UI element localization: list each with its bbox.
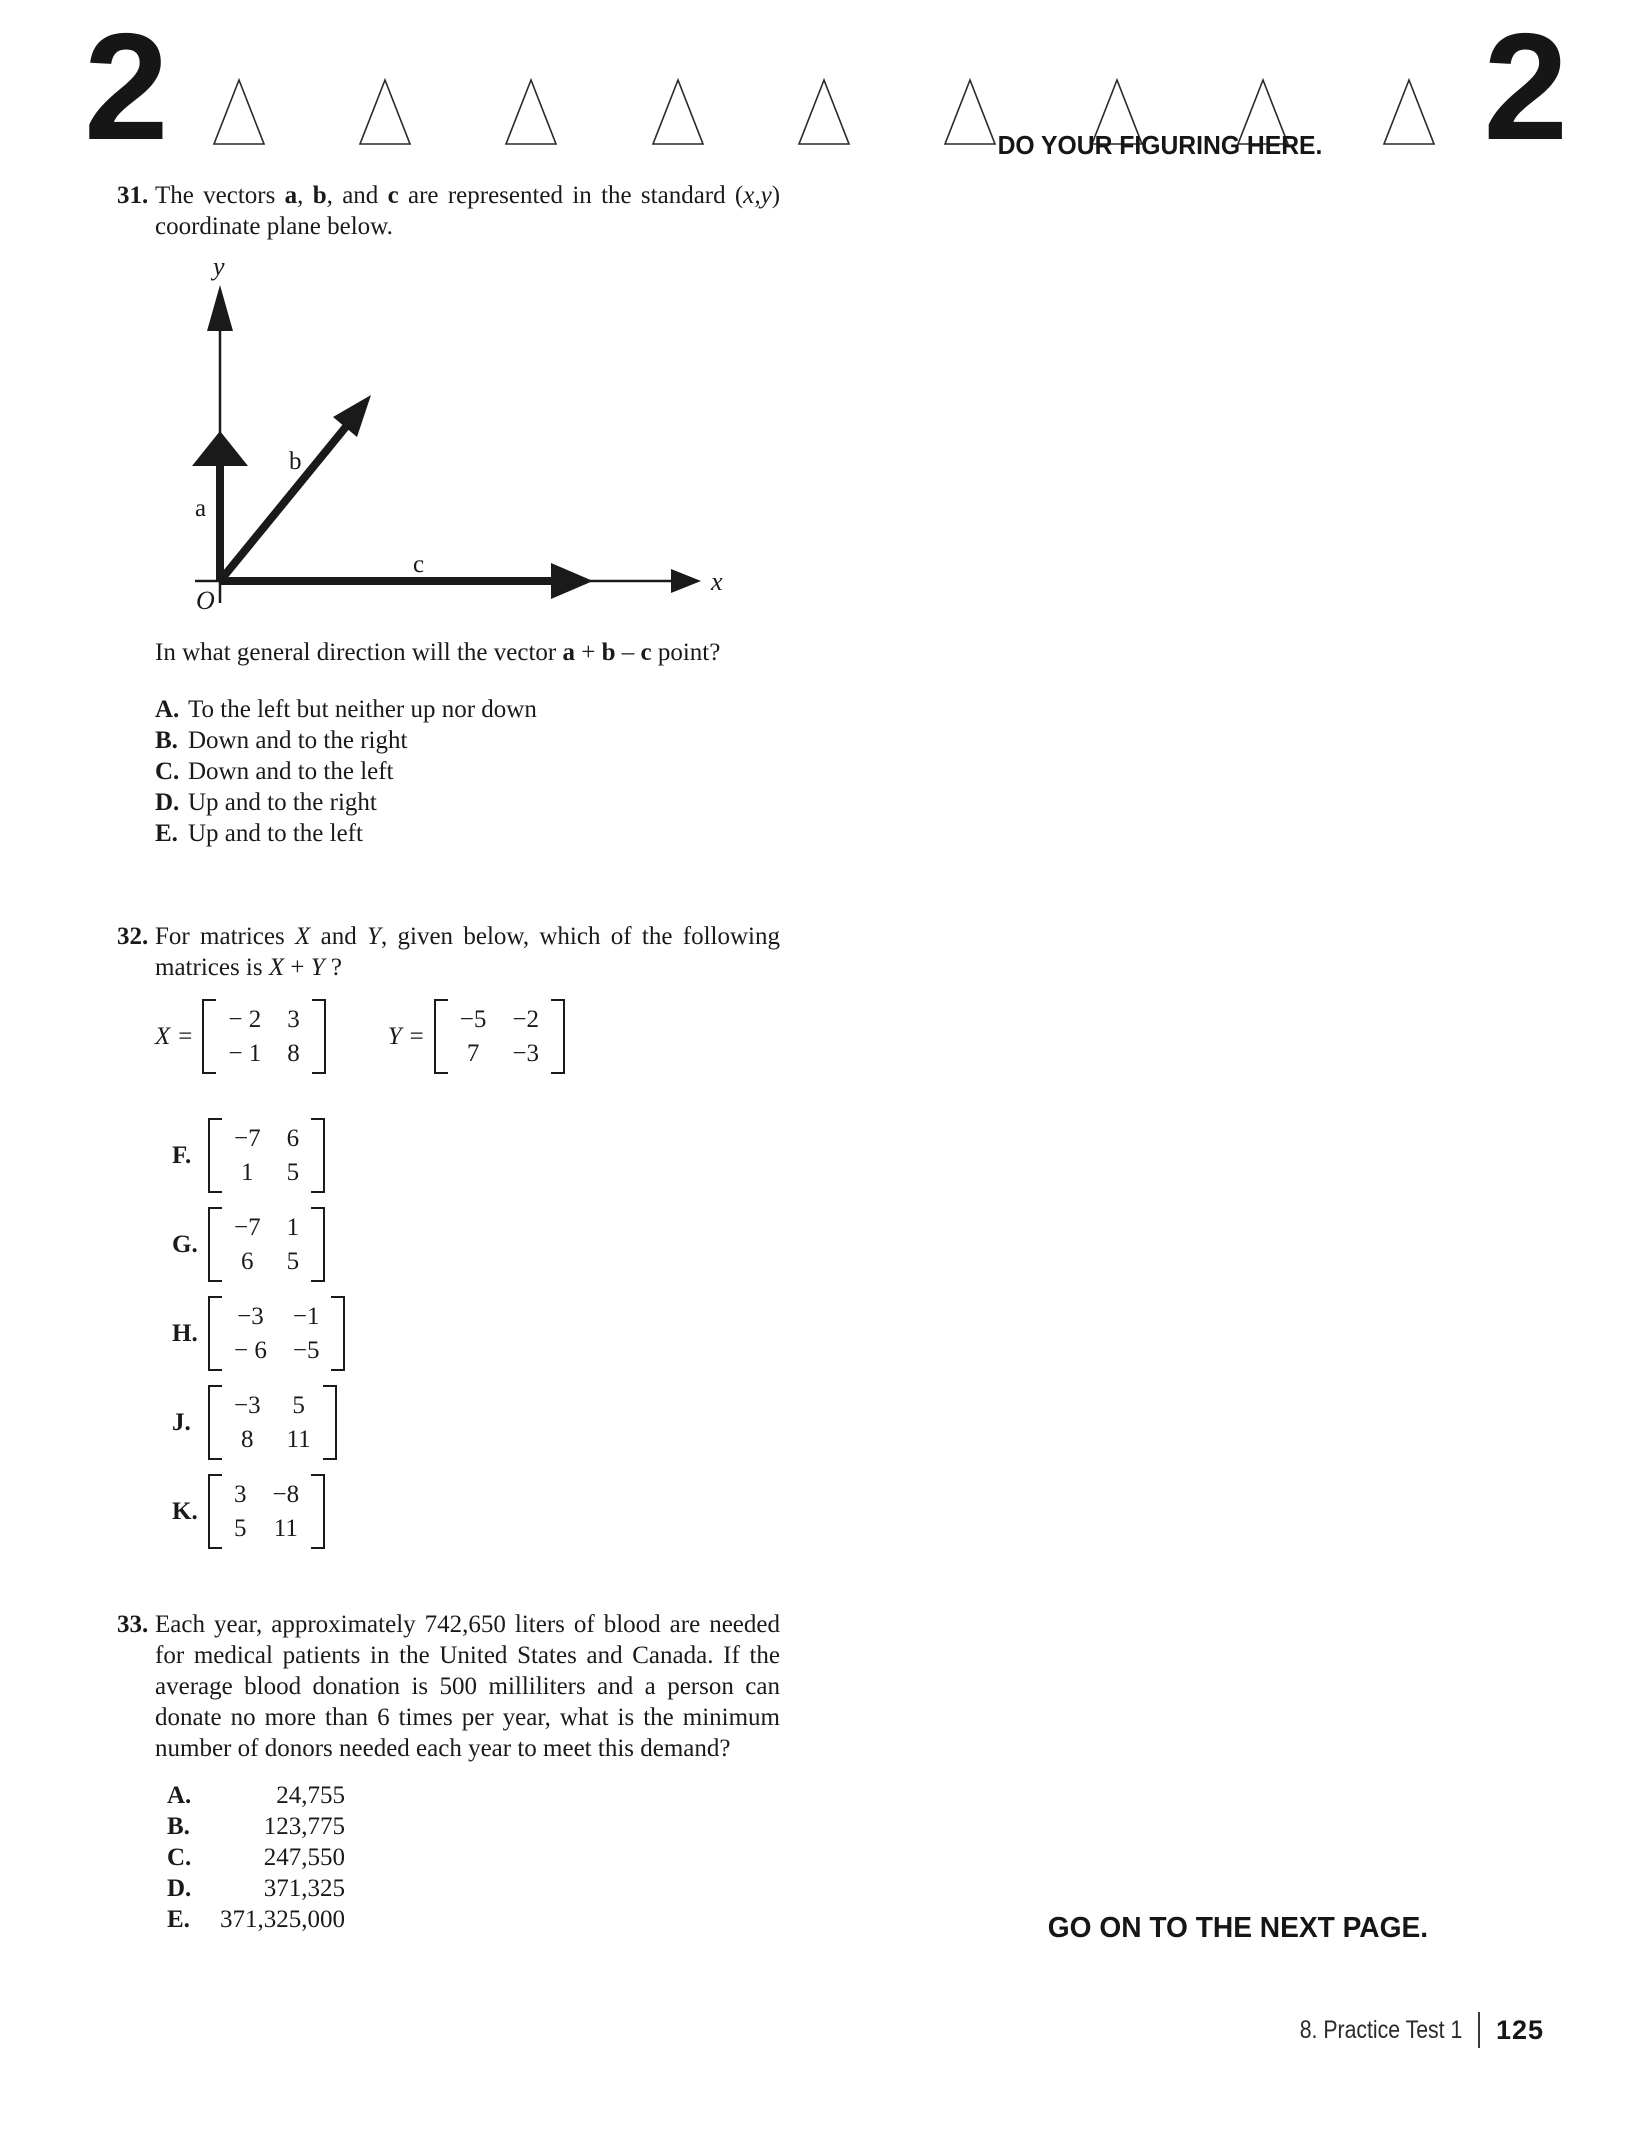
triangle-decoration-icon	[796, 78, 852, 146]
text-segment: –	[615, 639, 641, 666]
matrix-cell: 8	[241, 1426, 254, 1453]
matrix-cell: −7	[234, 1214, 261, 1241]
matrix-cell: 1	[286, 1214, 300, 1241]
vector-b-ref: b	[312, 182, 327, 209]
triangle-decoration-icon	[503, 78, 559, 146]
matrix-cell: −3	[512, 1040, 539, 1067]
answer-option	[155, 756, 780, 787]
matrix-x-ref: X	[295, 923, 311, 950]
vector-a-ref: a	[284, 182, 298, 209]
answer-option	[155, 1118, 780, 1193]
answer-option	[155, 1842, 780, 1873]
option-letter: F.	[172, 1142, 192, 1169]
matrix-left-bracket	[208, 1118, 222, 1193]
matrix-grid	[448, 999, 551, 1074]
matrix-cell: − 1	[228, 1040, 262, 1067]
answer-option	[155, 1296, 780, 1371]
matrix-grid	[222, 1474, 311, 1549]
book-section-label: 8. Practice Test 1	[1299, 2015, 1462, 2044]
question-31-intro	[155, 180, 780, 242]
matrix-cell: −1	[292, 1303, 320, 1330]
matrix-left-bracket	[208, 1296, 222, 1371]
question-33	[117, 1609, 780, 1935]
figuring-heading: DO YOUR FIGURING HERE.	[997, 130, 1323, 160]
matrix-left-bracket	[202, 999, 216, 1074]
matrix-right-bracket	[311, 1118, 325, 1193]
matrix-grid	[222, 1385, 323, 1460]
option-text: To the left but neither up nor down	[188, 696, 537, 723]
matrix-cell: 5	[234, 1515, 247, 1542]
matrix-cell: 8	[287, 1040, 300, 1067]
option-letter: H.	[172, 1320, 198, 1347]
matrix-cell: 3	[287, 1006, 300, 1033]
matrix-x-ref: X	[268, 954, 285, 981]
matrix-cell: −5	[292, 1337, 320, 1364]
option-matrix	[208, 1385, 337, 1460]
matrix-cell: 3	[234, 1481, 247, 1508]
vector-c-label: c	[413, 551, 425, 578]
matrix-definitions	[155, 999, 780, 1074]
matrix-y-label: Y	[387, 1023, 402, 1050]
option-letter: B.	[167, 1813, 190, 1840]
option-matrix	[208, 1296, 345, 1371]
option-letter: C.	[155, 758, 180, 785]
equals-sign: =	[409, 1023, 424, 1050]
matrix-left-bracket	[434, 999, 448, 1074]
question-number: 31.	[117, 182, 149, 209]
option-value: 247,550	[263, 1844, 345, 1871]
y-axis-arrowhead-icon	[207, 285, 233, 331]
matrix-left-bracket	[208, 1207, 222, 1282]
triangle-decoration-icon	[357, 78, 413, 146]
matrix-grid	[222, 1118, 311, 1193]
matrix-right-bracket	[331, 1296, 345, 1371]
option-text: Up and to the left	[188, 820, 363, 847]
question-32	[117, 921, 780, 1549]
matrix-cell: −3	[237, 1303, 264, 1330]
question-32-intro	[155, 921, 780, 983]
matrix-right-bracket	[551, 999, 565, 1074]
text-segment: , given below, which of the following matrices is	[155, 923, 780, 981]
vector-c-arrowhead-icon	[551, 563, 593, 599]
y-axis-label: y	[213, 252, 225, 281]
footer-divider	[1478, 2012, 1480, 2048]
option-matrix	[208, 1118, 325, 1193]
triangle-decoration-icon	[211, 78, 267, 146]
option-value: 24,755	[276, 1782, 345, 1809]
matrix-cell: −5	[459, 1006, 487, 1033]
matrix-cell: −2	[512, 1006, 539, 1033]
option-letter: A.	[167, 1782, 192, 1809]
matrix-cell: − 6	[234, 1337, 267, 1364]
text-segment: +	[574, 639, 602, 666]
question-column	[117, 180, 780, 1935]
text-segment: For matrices	[155, 923, 296, 950]
option-matrix	[208, 1474, 325, 1549]
matrix-cell: 5	[286, 1248, 300, 1275]
matrix-cell: 5	[292, 1392, 305, 1419]
matrix-cell: 6	[286, 1125, 300, 1152]
question-body	[155, 921, 780, 1549]
question-number: 32.	[117, 923, 149, 950]
vector-a-label: a	[195, 495, 207, 522]
origin-label: O	[196, 586, 215, 615]
vector-a-arrowhead-icon	[192, 431, 248, 466]
matrix-y	[434, 999, 565, 1074]
text-segment: are represented in the standard (	[398, 182, 744, 209]
matrix-grid	[222, 1296, 331, 1371]
section-number-right: 2	[1483, 2, 1564, 172]
vector-b	[220, 423, 349, 581]
matrix-cell: −3	[234, 1392, 261, 1419]
matrix-cell: − 2	[228, 1006, 262, 1033]
vector-c-ref: c	[640, 639, 652, 666]
vector-b-label: b	[289, 448, 302, 475]
option-letter: E.	[167, 1906, 190, 1933]
text-segment: In what general direction will the vector	[155, 639, 563, 666]
matrix-right-bracket	[312, 999, 326, 1074]
matrix-grid	[222, 1207, 311, 1282]
vector-b-ref: b	[601, 639, 616, 666]
section-number-left: 2	[84, 2, 165, 172]
xy-ref: x,y	[743, 182, 772, 209]
matrix-x-definition	[155, 999, 326, 1074]
answer-option	[155, 787, 780, 818]
option-letter: E.	[155, 820, 178, 847]
matrix-left-bracket	[208, 1474, 222, 1549]
option-letter: B.	[155, 727, 178, 754]
matrix-left-bracket	[208, 1385, 222, 1460]
answer-options-31	[155, 694, 780, 849]
option-letter: J.	[172, 1409, 191, 1436]
matrix-y-definition	[388, 999, 565, 1074]
answer-option	[155, 694, 780, 725]
answer-option	[155, 1385, 780, 1460]
text-segment: ?	[324, 954, 343, 981]
question-31-stem	[155, 637, 780, 668]
question-31	[117, 180, 780, 849]
matrix-cell: 6	[241, 1248, 254, 1275]
answer-option	[155, 1811, 780, 1842]
matrix-cell: 7	[466, 1040, 480, 1067]
matrix-right-bracket	[311, 1207, 325, 1282]
matrix-cell: 1	[241, 1159, 254, 1186]
question-body	[155, 180, 780, 849]
x-axis-label: x	[711, 567, 723, 596]
answer-option	[155, 1873, 780, 1904]
answer-option	[155, 1780, 780, 1811]
matrix-right-bracket	[323, 1385, 337, 1460]
matrix-x-label: X	[155, 1023, 171, 1050]
option-text: Down and to the left	[188, 758, 394, 785]
text-segment: The vectors	[155, 182, 285, 209]
page-header	[84, 2, 1564, 172]
vector-diagram	[155, 243, 760, 621]
answer-options-33	[155, 1780, 780, 1935]
option-letter: D.	[167, 1875, 192, 1902]
vector-a-ref: a	[562, 639, 575, 666]
answer-option	[155, 1207, 780, 1282]
matrix-cell: 11	[273, 1515, 298, 1542]
option-text: Up and to the right	[188, 789, 377, 816]
matrix-cell: −7	[234, 1125, 261, 1152]
matrix-cell: −8	[272, 1481, 300, 1508]
page-footer	[1271, 2012, 1544, 2048]
option-letter: K.	[172, 1498, 198, 1525]
text-segment: , and	[326, 182, 388, 209]
option-letter: D.	[155, 789, 180, 816]
text-segment: ) coordinate plane below.	[155, 182, 781, 240]
go-on-instruction: GO ON TO THE NEXT PAGE.	[1047, 1912, 1428, 1944]
matrix-right-bracket	[311, 1474, 325, 1549]
x-axis-arrowhead-icon	[671, 569, 701, 593]
page-number: 125	[1495, 2014, 1544, 2045]
answer-option	[155, 818, 780, 849]
option-letter: A.	[155, 696, 180, 723]
matrix-cell: 11	[286, 1426, 311, 1453]
answer-option	[155, 1474, 780, 1549]
question-body	[155, 1609, 780, 1935]
answer-option	[155, 1904, 780, 1935]
option-value: 123,775	[263, 1813, 345, 1840]
text-segment: and	[310, 923, 368, 950]
triangle-decoration-icon	[1381, 78, 1437, 146]
matrix-cell: 5	[286, 1159, 300, 1186]
option-value: 371,325	[263, 1875, 345, 1902]
matrix-x	[202, 999, 325, 1074]
question-33-text: Each year, approximately 742,650 liters of blood are needed for medical patients in the United States and Canada. If the average blood donation is 500 milliliters and a person can donate no more than 6 times per year, what is the minimum number of donors needed each year to meet this demand?	[155, 1611, 780, 1762]
text-segment: point?	[651, 639, 721, 666]
matrix-grid	[216, 999, 311, 1074]
triangle-decoration-icon	[650, 78, 706, 146]
answer-option	[155, 725, 780, 756]
vector-c-ref: c	[387, 182, 399, 209]
text-segment: +	[284, 954, 311, 981]
option-letter: C.	[167, 1844, 192, 1871]
equals-sign: =	[178, 1023, 193, 1050]
option-letter: G.	[172, 1231, 198, 1258]
text-segment: ,	[297, 182, 313, 209]
matrix-y-ref: Y	[367, 923, 381, 950]
question-number: 33.	[117, 1611, 149, 1638]
option-text: Down and to the right	[188, 727, 408, 754]
matrix-y-ref: Y	[310, 954, 325, 981]
option-value: 371,325,000	[220, 1906, 345, 1933]
option-matrix	[208, 1207, 325, 1282]
answer-options-32	[155, 1118, 780, 1549]
